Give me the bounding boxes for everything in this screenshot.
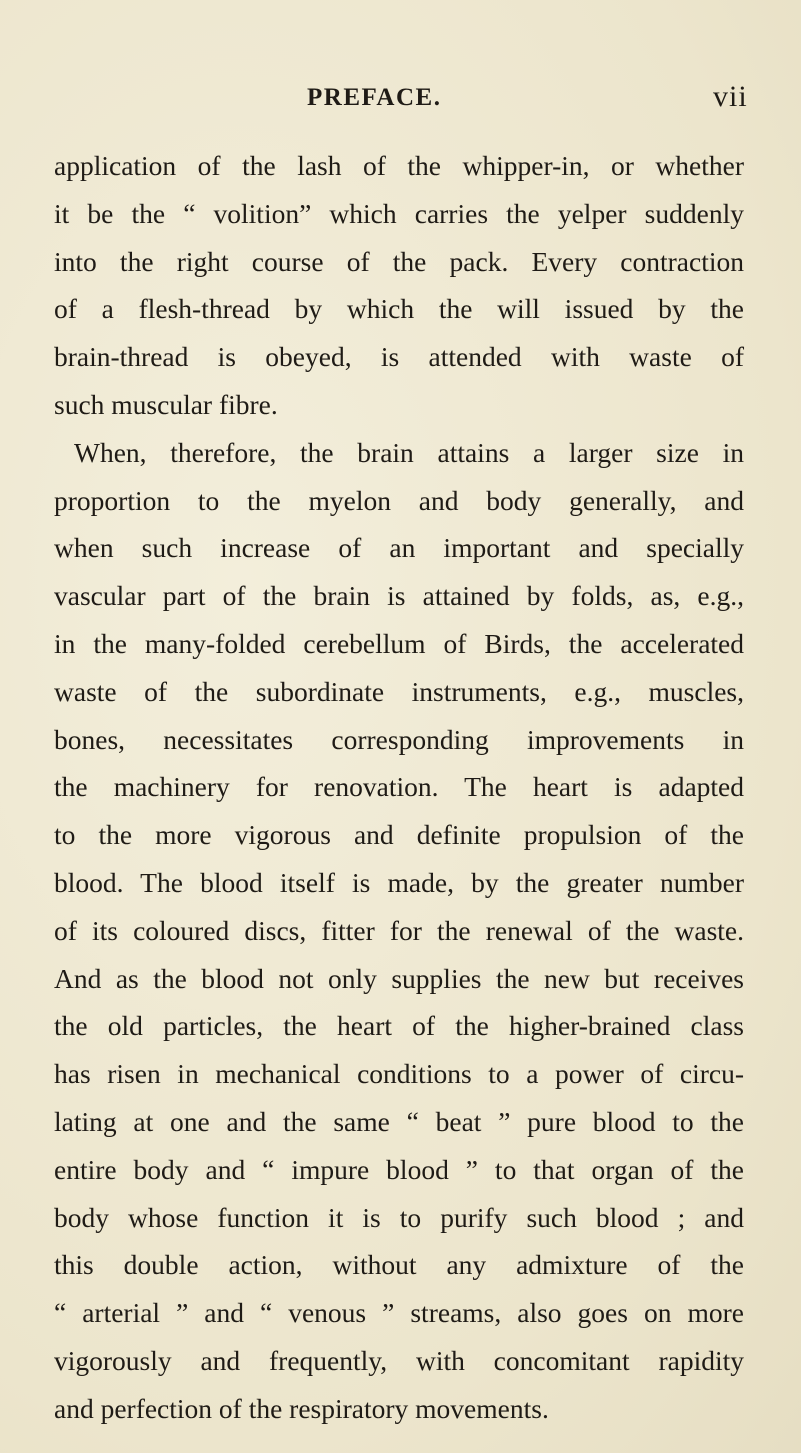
text-line: blood. The blood itself is made, by the greater number [54, 866, 744, 898]
text-line: the old particles, the heart of the higher-brained class [54, 1010, 744, 1042]
text-line: when such increase of an important and specially [54, 532, 744, 564]
running-header [0, 80, 801, 124]
text-line: application of the lash of the whipper-in, or whether [54, 150, 744, 181]
page-number: vii [713, 80, 748, 113]
text-line: waste of the subordinate instruments, e.g., muscles, [54, 675, 744, 707]
text-line: such muscular fibre. [54, 388, 278, 420]
text-line: bones, necessitates corresponding improvements in [54, 723, 744, 755]
text-line: entire body and “ impure blood ” to that organ of the [54, 1153, 744, 1185]
text-line: it be the “ volition” which carries the yelper suddenly [54, 197, 744, 229]
text-line: brain-thread is obeyed, is attended with waste of [54, 341, 744, 373]
text-line: lating at one and the same “ beat ” pure blood to the [54, 1105, 744, 1137]
body-text [54, 142, 744, 1433]
text-line: vigorously and frequently, with concomitant rapidity [54, 1344, 744, 1376]
text-line: And as the blood not only supplies the new but receives [54, 962, 744, 994]
running-title: PREFACE. [307, 84, 442, 111]
text-line: “ arterial ” and “ venous ” streams, also goes on more [54, 1297, 744, 1329]
text-line: this double action, without any admixture of the [54, 1249, 744, 1281]
text-line: of a flesh-thread by which the will issued by the [54, 293, 744, 325]
text-line: in the many-folded cerebellum of Birds, the accelerated [54, 627, 744, 659]
text-line: of its coloured discs, fitter for the renewal of the waste. [54, 914, 744, 946]
text-line: vascular part of the brain is attained by folds, as, e.g., [54, 580, 744, 612]
text-line: has risen in mechanical conditions to a power of circu- [54, 1058, 744, 1090]
text-line: When, therefore, the brain attains a larger size in [74, 436, 744, 468]
text-line: body whose function it is to purify such blood ; and [54, 1201, 744, 1233]
text-line: to the more vigorous and definite propulsion of the [54, 819, 744, 851]
text-line: and perfection of the respiratory movements. [54, 1392, 549, 1424]
text-line: proportion to the myelon and body generally, and [54, 484, 744, 516]
text-line: the machinery for renovation. The heart is adapted [54, 771, 744, 803]
text-line: into the right course of the pack. Every contraction [54, 245, 744, 277]
